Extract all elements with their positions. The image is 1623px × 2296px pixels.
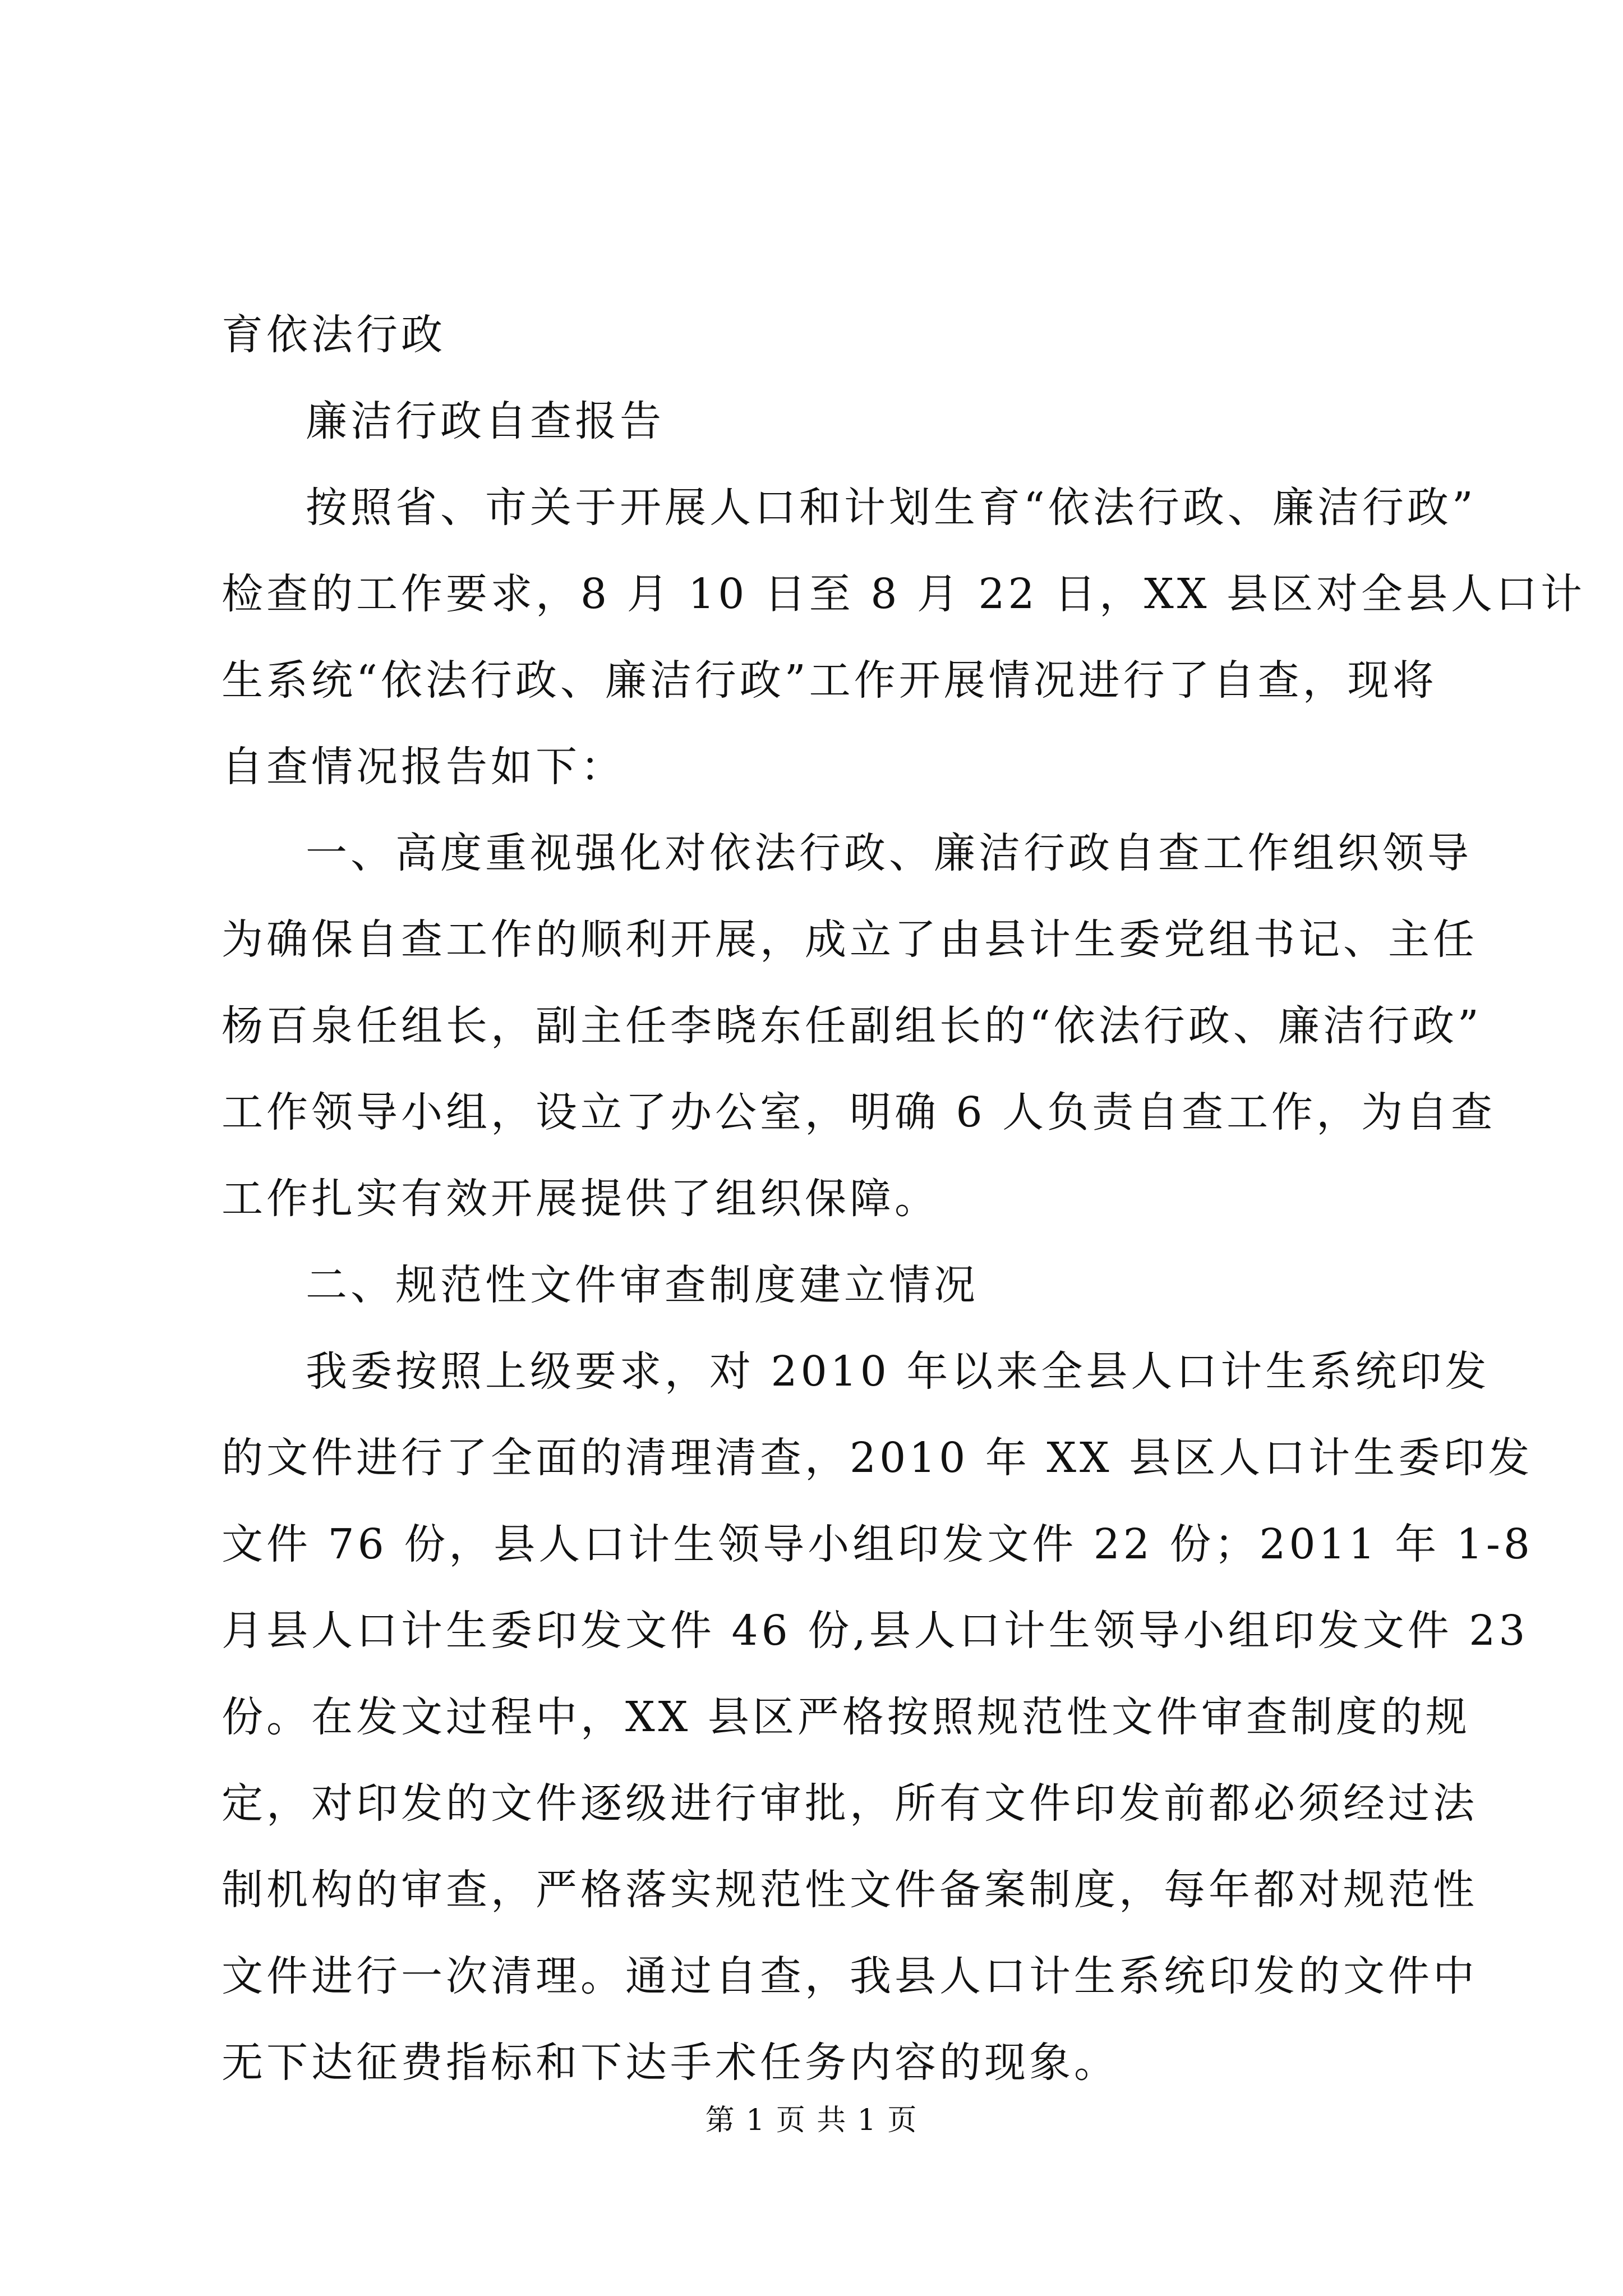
text-line: 月县人口计生委印发文件 46 份,县人口计生领导小组印发文件 23 — [222, 1607, 1529, 1655]
text-line: 自查情况报告如下： — [222, 743, 625, 791]
text-line: 文件 76 份，县人口计生领导小组印发文件 22 份；2011 年 1-8 — [222, 1520, 1533, 1568]
section-heading: 一、高度重视强化对依法行政、廉洁行政自查工作组织领导 — [306, 829, 1472, 877]
section-heading: 二、规范性文件审查制度建立情况 — [306, 1261, 979, 1309]
text-line: 份。在发文过程中，XX 县区严格按照规范性文件审查制度的规 — [222, 1693, 1470, 1741]
text-line: 我委按照上级要求，对 2010 年以来全县人口计生系统印发 — [306, 1347, 1490, 1396]
text-line: 制机构的审查，严格落实规范性文件备案制度，每年都对规范性 — [222, 1866, 1478, 1914]
page-number-footer: 第 1 页 共 1 页 — [705, 2104, 918, 2137]
text-line: 育依法行政 — [222, 311, 446, 359]
section-title: 廉洁行政自查报告 — [306, 397, 665, 445]
text-line: 无下达征费指标和下达手术任务内容的现象。 — [222, 2039, 1119, 2087]
text-line: 文件进行一次清理。通过自查，我县人口计生系统印发的文件中 — [222, 1952, 1478, 2000]
text-line: 按照省、市关于开展人口和计划生育“依法行政、廉洁行政” — [306, 484, 1477, 532]
text-line: 的文件进行了全面的清理清查，2010 年 XX 县区人口计生委印发 — [222, 1434, 1533, 1482]
text-line: 为确保自查工作的顺利开展，成立了由县计生委党组书记、主任 — [222, 915, 1478, 964]
text-line: 检查的工作要求，8 月 10 日至 8 月 22 日，XX 县区对全县人口计 — [222, 570, 1586, 618]
text-line: 定，对印发的文件逐级进行审批，所有文件印发前都必须经过法 — [222, 1779, 1478, 1828]
text-line: 工作领导小组，设立了办公室，明确 6 人负责自查工作，为自查 — [222, 1088, 1496, 1137]
text-line: 生系统“依法行政、廉洁行政”工作开展情况进行了自查，现将 — [222, 656, 1437, 705]
text-line: 杨百泉任组长，副主任李晓东任副组长的“依法行政、廉洁行政” — [222, 1002, 1482, 1050]
text-line: 工作扎实有效开展提供了组织保障。 — [222, 1175, 939, 1223]
document-body — [222, 292, 1586, 2106]
